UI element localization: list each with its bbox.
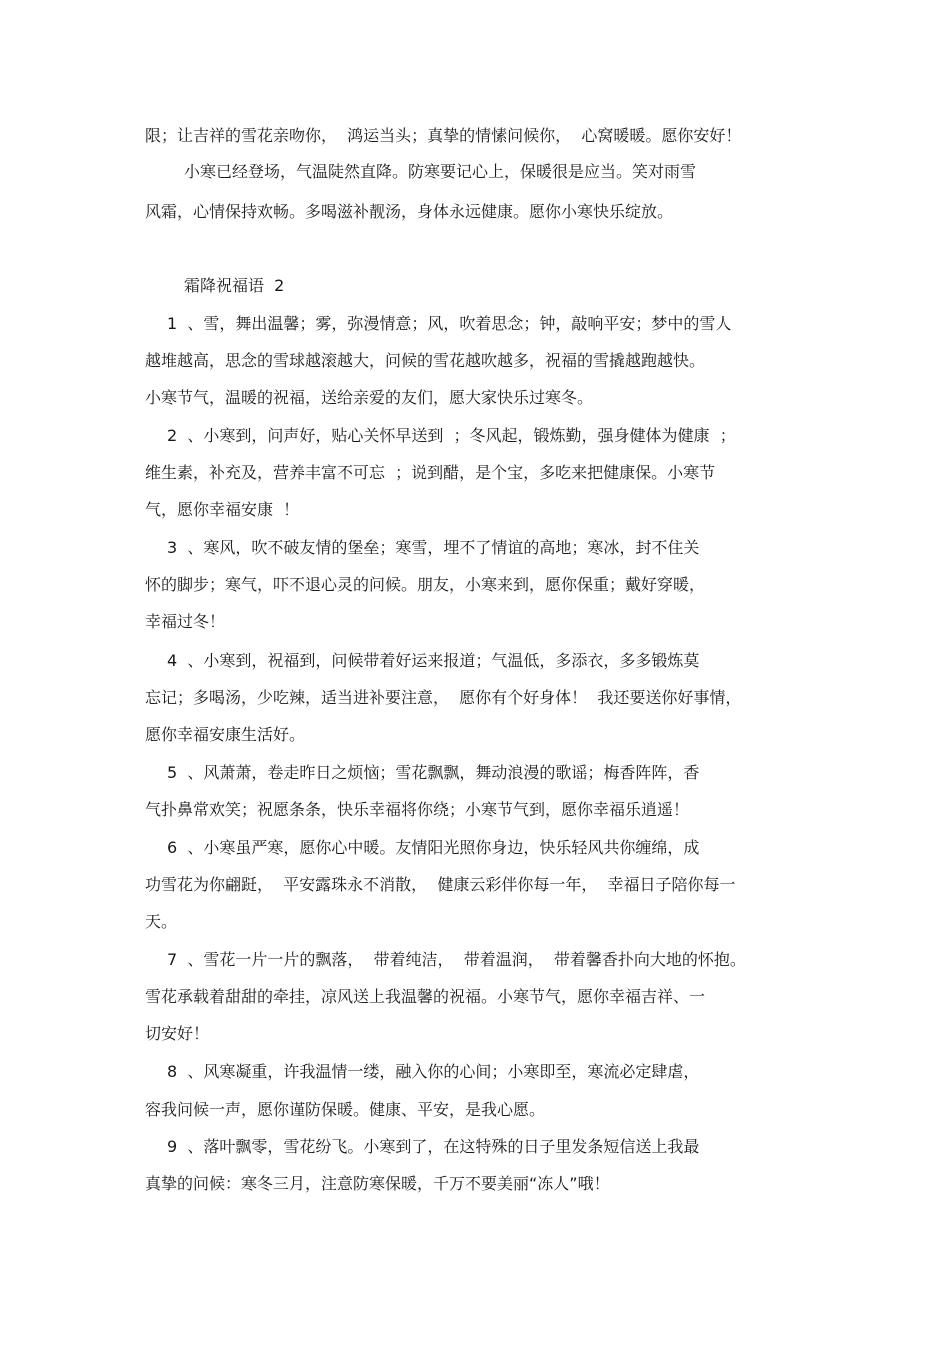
text-line: 雪花承载着甜甜的牵挂，凉风送上我温馨的祝福。小寒节气，愿你幸福吉祥、一 [145, 987, 706, 1006]
text-line: 8 、风寒凝重，许我温情一缕，融入你的心间；小寒即至，寒流必定肆虐， [167, 1062, 700, 1081]
text-line: 怀的脚步；寒气，吓不退心灵的问候。朋友，小寒来到，愿你保重；戴好穿暖， [145, 575, 706, 594]
text-line: 幸福过冬！ [145, 612, 226, 631]
text-line: 真挚的问候：寒冬三月，注意防寒保暖，千万不要美丽“冻人”哦！ [145, 1174, 610, 1193]
text-line: 功雪花为你翩跹， 平安露珠永不消散， 健康云彩伴你每一年， 幸福日子陪你每一 [145, 875, 736, 894]
text-line: 4 、小寒到，祝福到，问候带着好运来报道；气温低，多添衣，多多锻炼莫 [167, 651, 700, 670]
text-line: 小寒已经登场，气温陡然直降。防寒要记心上，保暖很是应当。笑对雨雪 [184, 162, 697, 181]
text-line: 7 、雪花一片一片的飘落， 带着纯洁， 带着温润， 带着馨香扑向大地的怀抱。 [167, 950, 746, 969]
text-line: 维生素，补充及，营养丰富不可忘 ；说到醋，是个宝，多吃来把健康保。小寒节 [145, 463, 716, 482]
text-line: 愿你幸福安康生活好。 [145, 725, 306, 744]
text-line: 气扑鼻常欢笑；祝愿条条，快乐幸福将你绕；小寒节气到，愿你幸福乐逍遥！ [145, 800, 690, 819]
text-line: 切安好！ [145, 1024, 210, 1043]
text-line: 容我问候一声，愿你谨防保暖。健康、平安，是我心愿。 [145, 1100, 546, 1119]
text-line: 1 、雪，舞出温馨；雾，弥漫情意；风，吹着思念；钟，敲响平安；梦中的雪人 [167, 314, 732, 333]
text-line: 风霜，心情保持欢畅。多喝滋补靓汤，身体永远健康。愿你小寒快乐绽放。 [145, 202, 674, 221]
text-line: 忘记；多喝汤，少吃辣，适当进补要注意， 愿你有个好身体！ 我还要送你好事情， [145, 688, 742, 707]
text-line: 气，愿你幸福安康 ！ [145, 500, 300, 519]
text-line: 6 、小寒虽严寒，愿你心中暖。友情阳光照你身边，快乐轻风共你缠绵，成 [167, 838, 700, 857]
text-line: 限；让吉祥的雪花亲吻你， 鸿运当头；真挚的情愫问候你， 心窝暖暖。愿你安好！ [145, 126, 742, 145]
text-line: 3 、寒风，吹不破友情的堡垒；寒雪，埋不了情谊的高地；寒冰，封不住关 [167, 538, 700, 557]
text-line: 9 、落叶飘零，雪花纷飞。小寒到了，在这特殊的日子里发条短信送上我最 [167, 1137, 700, 1156]
text-line: 越堆越高，思念的雪球越滚越大，问候的雪花越吹越多，祝福的雪撬越跑越快。 [145, 351, 706, 370]
text-line: 天。 [145, 912, 178, 931]
text-line: 5 、风萧萧，卷走昨日之烦恼；雪花飘飘，舞动浪漫的歌谣；梅香阵阵，香 [167, 763, 700, 782]
section-heading: 霜降祝福语 2 [184, 276, 285, 295]
text-line: 2 、小寒到，问声好，贴心关怀早送到 ；冬风起，锻炼勤，强身健体为健康 ； [167, 426, 736, 445]
text-line: 小寒节气，温暖的祝福，送给亲爱的友们，愿大家快乐过寒冬。 [145, 388, 594, 407]
